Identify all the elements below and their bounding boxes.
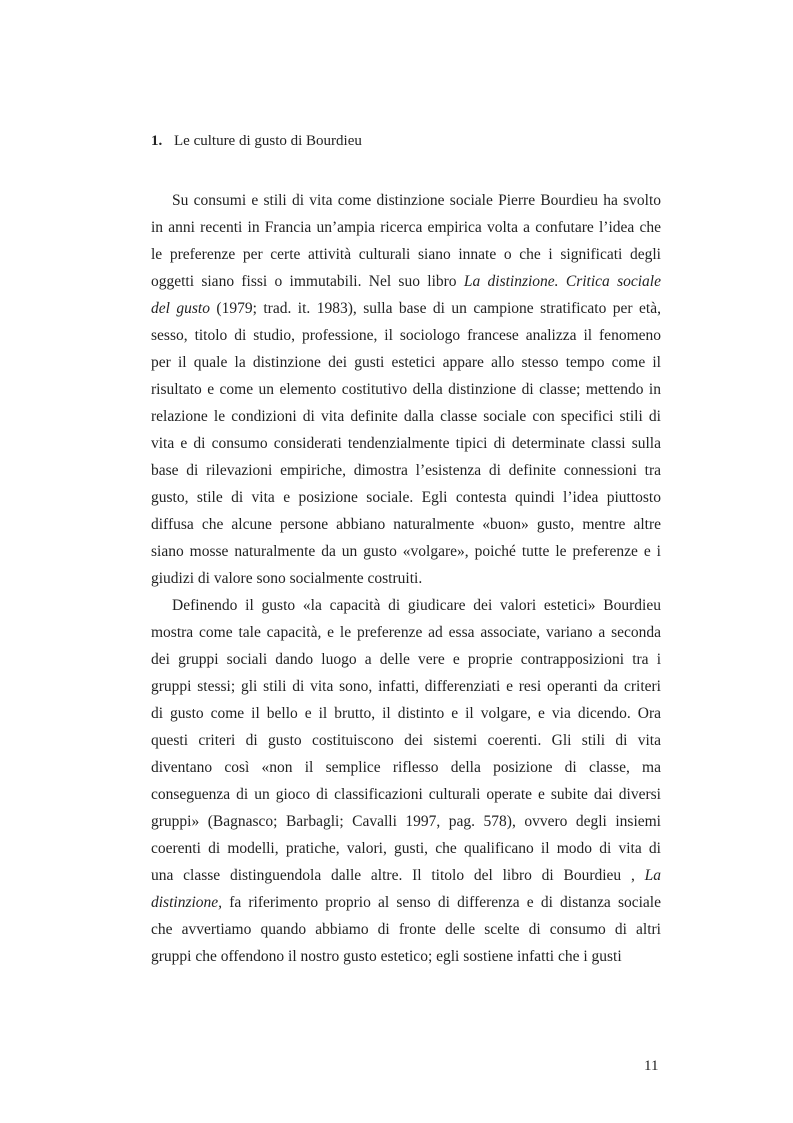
text-run: in anni recenti in Francia un’ampia ricerca empirica volta a confutare l’idea che xyxy=(151,219,661,236)
section-number: 1. xyxy=(151,133,163,149)
body-text xyxy=(151,187,661,970)
text-run: relazione le condizioni di vita definite dalla classe sociale con specifici stili di xyxy=(151,408,661,425)
text-line xyxy=(151,700,661,727)
text-line xyxy=(151,862,661,889)
text-line xyxy=(151,376,661,403)
text-run: vita e di consumo considerati tendenzialmente tipici di determinate classi sulla xyxy=(151,435,661,452)
text-line xyxy=(151,349,661,376)
text-run: dei gruppi sociali dando luogo a delle vere e proprie contrapposizioni tra i xyxy=(151,651,661,668)
text-run: Su consumi e stili di vita come distinzione sociale Pierre Bourdieu ha svolto xyxy=(172,192,661,209)
text-run: sesso, titolo di studio, professione, il sociologo francese analizza il fenomeno xyxy=(151,327,661,344)
text-run: questi criteri di gusto costituiscono dei sistemi coerenti. Gli stili di vita xyxy=(151,732,661,749)
text-line xyxy=(151,808,661,835)
text-line xyxy=(151,727,661,754)
text-run: gruppi che offendono il nostro gusto estetico; egli sostiene infatti che i gusti xyxy=(151,948,622,965)
text-run: diventano così «non il semplice riflesso della posizione di classe, ma xyxy=(151,759,661,776)
text-line xyxy=(151,646,661,673)
text-line xyxy=(151,403,661,430)
text-run: giudizi di valore sono socialmente costruiti. xyxy=(151,570,423,587)
text-line xyxy=(151,754,661,781)
text-run: siano mosse naturalmente da un gusto «volgare», poiché tutte le preferenze e i xyxy=(151,543,661,560)
text-line xyxy=(151,295,661,322)
italic-text: distinzione, xyxy=(151,894,223,911)
text-line xyxy=(151,592,661,619)
text-run: base di rilevazioni empiriche, dimostra l’esistenza di definite connessioni tra xyxy=(151,462,661,479)
text-run: le preferenze per certe attività culturali siano innate o che i significati degli xyxy=(151,246,661,263)
section-title: Le culture di gusto di Bourdieu xyxy=(174,133,362,149)
text-run: conseguenza di un gioco di classificazioni culturali operate e subite dai diversi xyxy=(151,786,661,803)
text-run: gusto, stile di vita e posizione sociale. Egli contesta quindi l’idea piuttosto xyxy=(151,489,661,506)
italic-text: La xyxy=(644,867,661,884)
text-line xyxy=(151,781,661,808)
text-run: diffusa che alcune persone abbiano naturalmente «buon» gusto, mentre altre xyxy=(151,516,661,533)
text-run: una classe distinguendola dalle altre. Il titolo del libro di Bourdieu , xyxy=(151,867,645,884)
text-run: gruppi» (Bagnasco; Barbagli; Cavalli 1997, pag. 578), ovvero degli insiemi xyxy=(151,813,661,830)
text-run: gruppi stessi; gli stili di vita sono, infatti, differenziati e resi operanti da criteri xyxy=(151,678,661,695)
text-line xyxy=(151,484,661,511)
text-run: coerenti di modelli, pratiche, valori, gusti, che qualificano il modo di vita di xyxy=(151,840,661,857)
section-heading xyxy=(151,131,362,151)
text-line xyxy=(151,457,661,484)
text-line xyxy=(151,241,661,268)
text-line xyxy=(151,619,661,646)
text-run: (1979; trad. it. 1983), sulla base di un campione stratificato per età, xyxy=(209,300,661,317)
text-line xyxy=(151,943,661,970)
text-line xyxy=(151,565,661,592)
text-run: mostra come tale capacità, e le preferenze ad essa associate, variano a seconda xyxy=(151,624,661,641)
text-run: che avvertiamo quando abbiamo di fronte delle scelte di consumo di altri xyxy=(151,921,661,938)
text-line xyxy=(151,322,661,349)
paragraph xyxy=(151,187,661,592)
text-run: oggetti siano fissi o immutabili. Nel suo libro xyxy=(151,273,464,290)
text-line xyxy=(151,430,661,457)
text-run: per il quale la distinzione dei gusti estetici appare allo stesso tempo come il xyxy=(151,354,661,371)
text-line xyxy=(151,187,661,214)
text-line xyxy=(151,511,661,538)
text-line xyxy=(151,268,661,295)
text-line xyxy=(151,673,661,700)
text-run: Definendo il gusto «la capacità di giudicare dei valori estetici» Bourdieu xyxy=(172,597,661,614)
italic-text: La distinzione. Critica sociale xyxy=(463,273,661,290)
text-line xyxy=(151,916,661,943)
page-number: 11 xyxy=(644,1058,659,1074)
text-line xyxy=(151,835,661,862)
text-line xyxy=(151,889,661,916)
italic-text: del gusto xyxy=(151,300,210,317)
text-run: risultato e come un elemento costitutivo della distinzione di classe; mettendo in xyxy=(151,381,661,398)
text-run: di gusto come il bello e il brutto, il distinto e il volgare, e via dicendo. Ora xyxy=(151,705,661,722)
text-run: fa riferimento proprio al senso di differenza e di distanza sociale xyxy=(222,894,661,911)
text-line xyxy=(151,214,661,241)
text-line xyxy=(151,538,661,565)
paragraph xyxy=(151,592,661,970)
